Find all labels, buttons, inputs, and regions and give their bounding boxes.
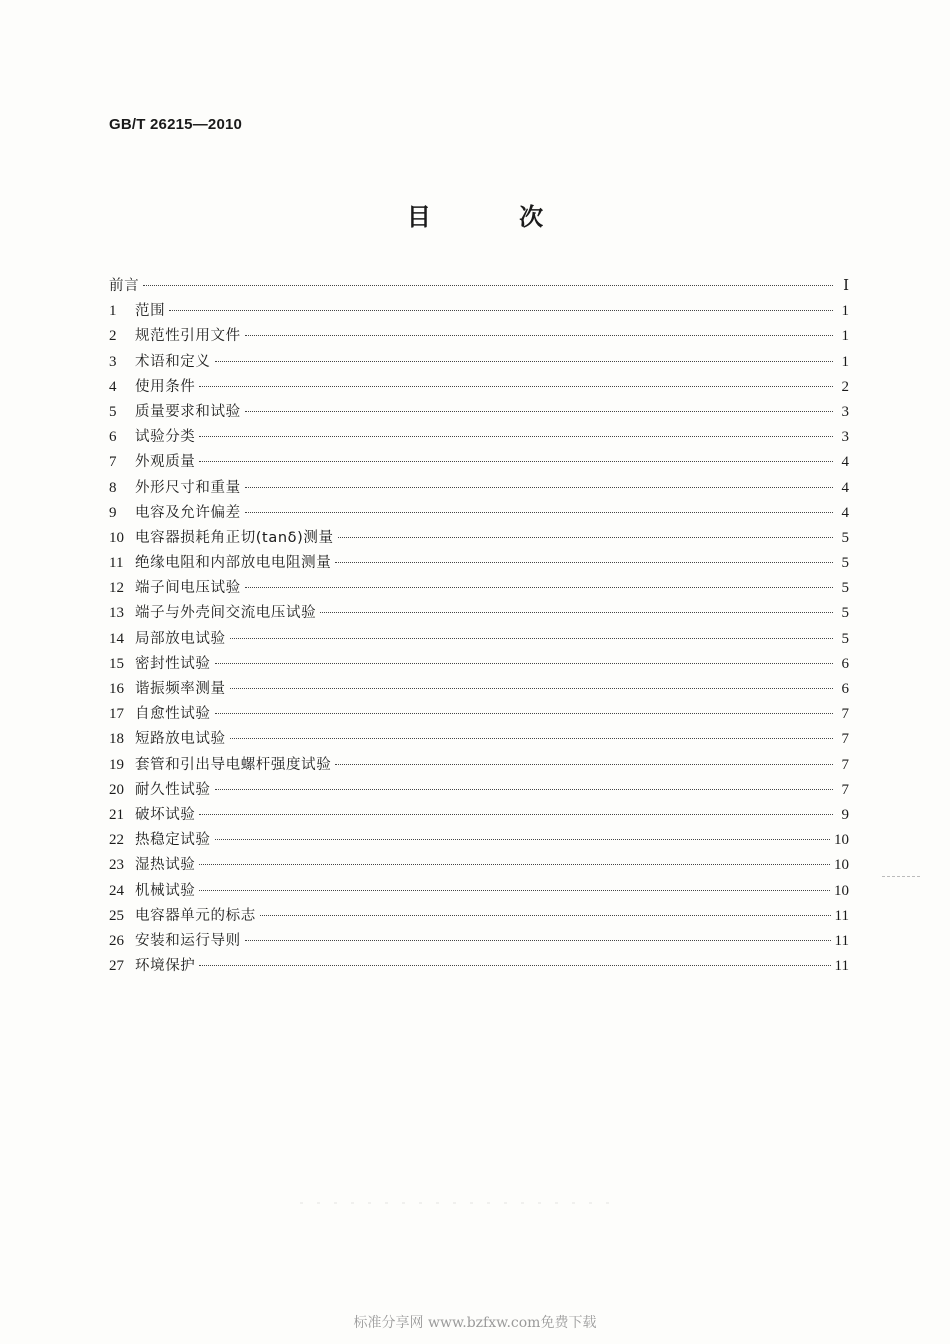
toc-entry-number: 21: [109, 806, 124, 823]
toc-entry[interactable]: [109, 853, 849, 878]
footer-watermark: 标准分享网 www.bzfxw.com免费下载: [353, 1315, 597, 1331]
toc-entry[interactable]: [109, 803, 849, 828]
toc-entry-label: 试验分类: [135, 429, 196, 446]
toc-entry[interactable]: [109, 828, 849, 853]
toc-entry[interactable]: [109, 929, 849, 954]
toc-entry-label: 外形尺寸和重量: [135, 479, 241, 496]
toc-entry-label: 密封性试验: [135, 655, 211, 672]
toc-entry[interactable]: [109, 450, 849, 475]
toc-entry-label: 耐久性试验: [135, 781, 211, 798]
toc-dot-leader: [245, 411, 833, 412]
toc-dot-leader: [245, 512, 833, 513]
toc-entry[interactable]: [109, 727, 849, 752]
toc-dot-leader: [199, 965, 830, 966]
toc-dot-leader: [230, 738, 833, 739]
toc-dot-leader: [230, 638, 833, 639]
toc-entry-label: 破坏试验: [135, 806, 196, 823]
toc-entry-page: 10: [834, 857, 849, 874]
toc-entry-page: 4: [841, 479, 849, 496]
toc-entry-page: 7: [841, 706, 849, 723]
toc-entry-page: 10: [834, 882, 849, 899]
toc-entry[interactable]: [109, 879, 849, 904]
toc-entry-label: 湿热试验: [135, 857, 196, 874]
toc-entry-page: 4: [841, 454, 849, 471]
toc-entry-number: 3: [109, 353, 117, 370]
toc-entry-page: 5: [841, 605, 849, 622]
toc-entry[interactable]: [109, 702, 849, 727]
toc-entry-page: Ⅰ: [843, 278, 849, 294]
toc-entry-label: 短路放电试验: [135, 731, 226, 748]
toc-dot-leader: [245, 335, 833, 336]
toc-entry-label: 前言: [109, 278, 140, 294]
toc-entry-number: 2: [109, 328, 117, 345]
toc-entry-page: 5: [841, 580, 849, 597]
toc-dot-leader: [245, 487, 833, 488]
standard-number: GB/T 26215—2010: [109, 116, 243, 133]
toc-entry-page: 7: [841, 781, 849, 798]
toc-entry-label: 套管和引出导电螺杆强度试验: [135, 756, 332, 773]
toc-entry-number: 18: [109, 731, 124, 748]
toc-dot-leader: [230, 688, 833, 689]
toc-entry-label: 电容器单元的标志: [135, 907, 256, 924]
toc-entry[interactable]: [109, 476, 849, 501]
toc-entry-page: 3: [841, 403, 849, 420]
toc-dot-leader: [199, 436, 833, 437]
toc-entry[interactable]: [109, 601, 849, 626]
toc-entry-number: 22: [109, 832, 124, 849]
toc-entry-number: 13: [109, 605, 124, 622]
toc-entry[interactable]: [109, 652, 849, 677]
toc-entry-label: 机械试验: [135, 882, 196, 899]
toc-entry[interactable]: [109, 375, 849, 400]
toc-dot-leader: [245, 940, 831, 941]
toc-entry-label: 电容及允许偏差: [135, 504, 241, 521]
toc-entry-number: 19: [109, 756, 124, 773]
toc-entry-number: 5: [109, 403, 117, 420]
toc-entry-label: 绝缘电阻和内部放电电阻测量: [135, 555, 332, 572]
toc-entry-label: 环境保护: [135, 958, 196, 975]
toc-dot-leader: [260, 915, 831, 916]
toc-entry-number: 15: [109, 655, 124, 672]
toc-entry-number: 25: [109, 907, 124, 924]
toc-entry-label: 局部放电试验: [135, 630, 226, 647]
toc-entry-number: 9: [109, 504, 117, 521]
toc-entry[interactable]: [109, 324, 849, 349]
toc-entry-label: 谐振频率测量: [135, 681, 226, 697]
toc-entry-page: 5: [841, 555, 849, 572]
toc-entry-number: 6: [109, 429, 117, 446]
toc-entry[interactable]: [109, 400, 849, 425]
toc-dot-leader: [199, 814, 833, 815]
toc-dot-leader: [320, 612, 833, 613]
toc-entry-label: 端子与外壳间交流电压试验: [135, 605, 317, 622]
toc-entry-number: 7: [109, 454, 117, 471]
toc-entry[interactable]: [109, 627, 849, 652]
toc-entry-number: 23: [109, 857, 124, 874]
toc-dot-leader: [338, 537, 833, 538]
toc-entry-label: 范围: [135, 303, 166, 320]
toc-entry-label: 外观质量: [135, 454, 196, 471]
toc-entry-page: 1: [841, 353, 849, 370]
toc-entry-number: 27: [109, 958, 124, 975]
toc-entry[interactable]: [109, 425, 849, 450]
toc-entry-page: 4: [841, 504, 849, 521]
toc-entry[interactable]: [109, 526, 849, 551]
toc-dot-leader: [143, 285, 833, 286]
toc-entry-page: 5: [841, 529, 849, 546]
toc-entry[interactable]: [109, 954, 849, 979]
toc-entry-page: 1: [841, 303, 849, 320]
table-of-contents: [109, 274, 849, 979]
toc-entry-number: 14: [109, 630, 124, 647]
toc-entry-page: 2: [841, 378, 849, 395]
toc-entry-page: 6: [841, 681, 849, 697]
toc-entry-label: 电容器损耗角正切(tanδ)测量: [135, 529, 334, 546]
toc-entry-number: 1: [109, 303, 117, 320]
toc-dot-leader: [215, 789, 834, 790]
toc-entry-number: 24: [109, 882, 124, 899]
toc-dot-leader: [335, 562, 833, 563]
toc-entry-number: 17: [109, 706, 124, 723]
toc-entry[interactable]: [109, 350, 849, 375]
toc-entry[interactable]: [109, 677, 849, 702]
toc-entry-number: 8: [109, 479, 117, 496]
toc-dot-leader: [215, 839, 831, 840]
scan-artifact: [300, 1200, 620, 1206]
toc-entry-number: 11: [109, 555, 124, 572]
toc-entry-label: 质量要求和试验: [135, 403, 241, 420]
toc-entry[interactable]: [109, 501, 849, 526]
toc-dot-leader: [215, 361, 834, 362]
toc-entry-label: 自愈性试验: [135, 706, 211, 723]
toc-dot-leader: [199, 386, 833, 387]
toc-dot-leader: [199, 890, 830, 891]
toc-entry-number: 10: [109, 529, 124, 546]
toc-dot-leader: [215, 663, 834, 664]
toc-entry-label: 规范性引用文件: [135, 328, 241, 345]
toc-entry[interactable]: [109, 778, 849, 803]
toc-entry-page: 10: [834, 832, 849, 849]
toc-entry-page: 3: [841, 429, 849, 446]
toc-title: 目 次: [406, 203, 584, 231]
toc-dot-leader: [199, 461, 833, 462]
toc-entry-number: 16: [109, 681, 124, 697]
toc-entry-label: 安装和运行导则: [135, 932, 241, 949]
toc-entry-page: 6: [841, 655, 849, 672]
scan-mark-divider: [882, 876, 920, 877]
toc-entry[interactable]: [109, 904, 849, 929]
toc-entry-number: 20: [109, 781, 124, 798]
toc-entry[interactable]: [109, 551, 849, 576]
toc-dot-leader: [215, 713, 834, 714]
toc-entry-page: 5: [841, 630, 849, 647]
toc-entry[interactable]: [109, 576, 849, 601]
toc-entry[interactable]: [109, 274, 849, 299]
toc-entry-page: 9: [841, 806, 849, 823]
toc-dot-leader: [169, 310, 833, 311]
toc-dot-leader: [335, 764, 833, 765]
toc-entry-label: 端子间电压试验: [135, 580, 241, 597]
toc-entry-page: 7: [841, 731, 849, 748]
toc-entry[interactable]: [109, 753, 849, 778]
toc-entry-page: 7: [841, 756, 849, 773]
toc-entry-page: 11: [834, 958, 849, 975]
toc-entry-page: 11: [834, 932, 849, 949]
toc-dot-leader: [245, 587, 833, 588]
toc-entry-number: 26: [109, 932, 124, 949]
toc-entry-label: 术语和定义: [135, 353, 211, 370]
toc-entry-page: 1: [841, 328, 849, 345]
toc-entry[interactable]: [109, 299, 849, 324]
toc-entry-number: 4: [109, 378, 117, 395]
toc-entry-page: 11: [834, 907, 849, 924]
toc-entry-number: 12: [109, 580, 124, 597]
toc-dot-leader: [199, 864, 830, 865]
toc-entry-label: 使用条件: [135, 378, 196, 395]
toc-entry-label: 热稳定试验: [135, 832, 211, 849]
